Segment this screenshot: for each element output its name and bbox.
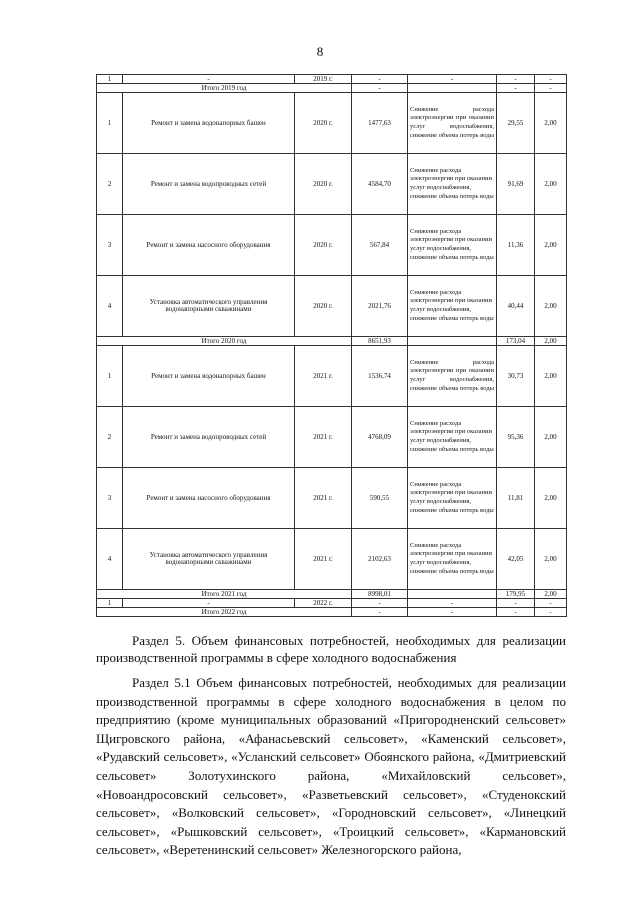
- value-cell: -: [535, 75, 567, 84]
- cost-cell: 590,55: [352, 468, 408, 529]
- value-cell: 11,81: [497, 468, 535, 529]
- value-cell: 2,00: [535, 337, 567, 346]
- table-row: [97, 276, 567, 337]
- table-row: [97, 215, 567, 276]
- section-5-1-text: Раздел 5.1 Объем финансовых потребностей, необходимых для реализации производственной программы в сфере холодного водоснабжения в целом по предприятию (кроме муниципальных образований «Пригородненский сельсовет» Щигровского района, «Афанасьевский сельсовет», «Каменский сельсовет», «Рудавский сельсовет», «Усланский сельсовет» Обоянского района, «Дмитриевский сельсовет» Золотухинского района, «Михайловский сельсовет», «Новоандросовский сельсовет», «Разветьевский сельсовет», «Студенокский сельсовет», «Волковский сельсовет», «Городновский сельсовет», «Линецкий сельсовет», «Рышковский сельсовет», «Троицкий сельсовет», «Кармановский сельсовет», «Веретенинский сельсовет» Железногорского района,: [96, 675, 566, 858]
- effect-cell: [408, 590, 497, 599]
- value-cell: 95,36: [497, 407, 535, 468]
- effect-cell: Снижение расхода электроэнергии при оказании услуг водоснабжения, снижение объема потерь воды: [408, 276, 497, 337]
- row-number-cell: 2: [97, 154, 123, 215]
- row-number-cell: 3: [97, 215, 123, 276]
- year-cell: 2020 г.: [295, 215, 352, 276]
- value-cell: -: [535, 599, 567, 608]
- row-number-cell: 1: [97, 346, 123, 407]
- investment-table: [96, 74, 567, 617]
- cost-cell: 4584,70: [352, 154, 408, 215]
- total-row: [97, 608, 567, 617]
- table-row: [97, 346, 567, 407]
- cost-cell: 2102,63: [352, 529, 408, 590]
- measure-name-cell: Ремонт и замена насосного оборудования: [123, 215, 295, 276]
- value-cell: 2,00: [535, 93, 567, 154]
- section-5-1: [96, 674, 566, 860]
- table-row: [97, 468, 567, 529]
- value-cell: 173,04: [497, 337, 535, 346]
- cost-cell: -: [352, 599, 408, 608]
- table-row: [97, 75, 567, 84]
- year-cell: 2020 г.: [295, 276, 352, 337]
- value-cell: 30,73: [497, 346, 535, 407]
- value-cell: 91,69: [497, 154, 535, 215]
- row-number-cell: 4: [97, 276, 123, 337]
- year-cell: 2020 г.: [295, 154, 352, 215]
- value-cell: 2,00: [535, 215, 567, 276]
- measure-name-cell: Установка автоматического управления водонапорными скважинами: [123, 529, 295, 590]
- measure-name-cell: Ремонт и замена водопроводных сетей: [123, 154, 295, 215]
- total-label: Итого 2021 год: [97, 590, 352, 599]
- measure-name-cell: Ремонт и замена водонапорных башен: [123, 93, 295, 154]
- value-cell: -: [497, 75, 535, 84]
- effect-cell: Снижение расхода электроэнергии при оказании услуг водоснабжения, снижение объема потерь воды: [408, 154, 497, 215]
- row-number-cell: 1: [97, 93, 123, 154]
- effect-cell: [408, 84, 497, 93]
- section-5-title: [96, 632, 566, 666]
- value-cell: 40,44: [497, 276, 535, 337]
- total-label: Итого 2022 год: [97, 608, 352, 617]
- row-number-cell: 3: [97, 468, 123, 529]
- cost-cell: -: [352, 75, 408, 84]
- value-cell: 179,95: [497, 590, 535, 599]
- value-cell: 42,05: [497, 529, 535, 590]
- measure-name-cell: Ремонт и замена водопроводных сетей: [123, 407, 295, 468]
- page-number: 8: [316, 44, 324, 59]
- effect-cell: -: [408, 75, 497, 84]
- effect-cell: Снижение расхода электроэнергии при оказании услуг водоснабжения, снижение объема потерь воды: [408, 93, 497, 154]
- value-cell: 29,55: [497, 93, 535, 154]
- table-row: [97, 407, 567, 468]
- total-row: [97, 590, 567, 599]
- value-cell: -: [497, 608, 535, 617]
- measure-name-cell: Установка автоматического управления водонапорными скважинами: [123, 276, 295, 337]
- measure-name-cell: Ремонт и замена водонапорных башен: [123, 346, 295, 407]
- year-cell: 2021 г.: [295, 468, 352, 529]
- value-cell: 2,00: [535, 276, 567, 337]
- cost-cell: 8998,01: [352, 590, 408, 599]
- year-cell: 2021 г.: [295, 407, 352, 468]
- value-cell: 2,00: [535, 407, 567, 468]
- cost-cell: 1536,74: [352, 346, 408, 407]
- effect-cell: Снижение расхода электроэнергии при оказании услуг водоснабжения, снижение объема потерь воды: [408, 468, 497, 529]
- cost-cell: -: [352, 608, 408, 617]
- table-row: [97, 93, 567, 154]
- value-cell: -: [535, 84, 567, 93]
- cost-cell: 2021,76: [352, 276, 408, 337]
- total-row: [97, 84, 567, 93]
- cost-cell: 4768,09: [352, 407, 408, 468]
- measure-name-cell: -: [123, 75, 295, 84]
- row-number-cell: 1: [97, 75, 123, 84]
- total-label: Итого 2020 год: [97, 337, 352, 346]
- value-cell: 11,36: [497, 215, 535, 276]
- value-cell: -: [497, 599, 535, 608]
- effect-cell: [408, 337, 497, 346]
- cost-cell: -: [352, 84, 408, 93]
- table-body: [97, 75, 567, 617]
- effect-cell: Снижение расхода электроэнергии при оказании услуг водоснабжения, снижение объема потерь воды: [408, 529, 497, 590]
- year-cell: 2019 г.: [295, 75, 352, 84]
- value-cell: 2,00: [535, 590, 567, 599]
- value-cell: 2,00: [535, 529, 567, 590]
- section-5-heading: Раздел 5. Объем финансовых потребностей, необходимых для реализации производственной программы в сфере холодного водоснабжения: [96, 633, 566, 665]
- row-number-cell: 1: [97, 599, 123, 608]
- effect-cell: -: [408, 599, 497, 608]
- value-cell: -: [535, 608, 567, 617]
- cost-cell: 567,84: [352, 215, 408, 276]
- measure-name-cell: Ремонт и замена насосного оборудования: [123, 468, 295, 529]
- effect-cell: Снижение расхода электроэнергии при оказании услуг водоснабжения, снижение объема потерь воды: [408, 215, 497, 276]
- row-number-cell: 2: [97, 407, 123, 468]
- total-row: [97, 337, 567, 346]
- table-row: [97, 599, 567, 608]
- cost-cell: 8651,93: [352, 337, 408, 346]
- table-row: [97, 529, 567, 590]
- effect-cell: -: [408, 608, 497, 617]
- value-cell: 2,00: [535, 346, 567, 407]
- year-cell: 2020 г.: [295, 93, 352, 154]
- year-cell: 2021 г.: [295, 529, 352, 590]
- cost-cell: 1477,63: [352, 93, 408, 154]
- effect-cell: Снижение расхода электроэнергии при оказании услуг водоснабжения, снижение объема потерь воды: [408, 407, 497, 468]
- value-cell: 2,00: [535, 468, 567, 529]
- total-label: Итого 2019 год: [97, 84, 352, 93]
- year-cell: 2021 г.: [295, 346, 352, 407]
- row-number-cell: 4: [97, 529, 123, 590]
- value-cell: 2,00: [535, 154, 567, 215]
- effect-cell: Снижение расхода электроэнергии при оказании услуг водоснабжения, снижение объема потерь воды: [408, 346, 497, 407]
- year-cell: 2022 г.: [295, 599, 352, 608]
- table-row: [97, 154, 567, 215]
- measure-name-cell: -: [123, 599, 295, 608]
- value-cell: -: [497, 84, 535, 93]
